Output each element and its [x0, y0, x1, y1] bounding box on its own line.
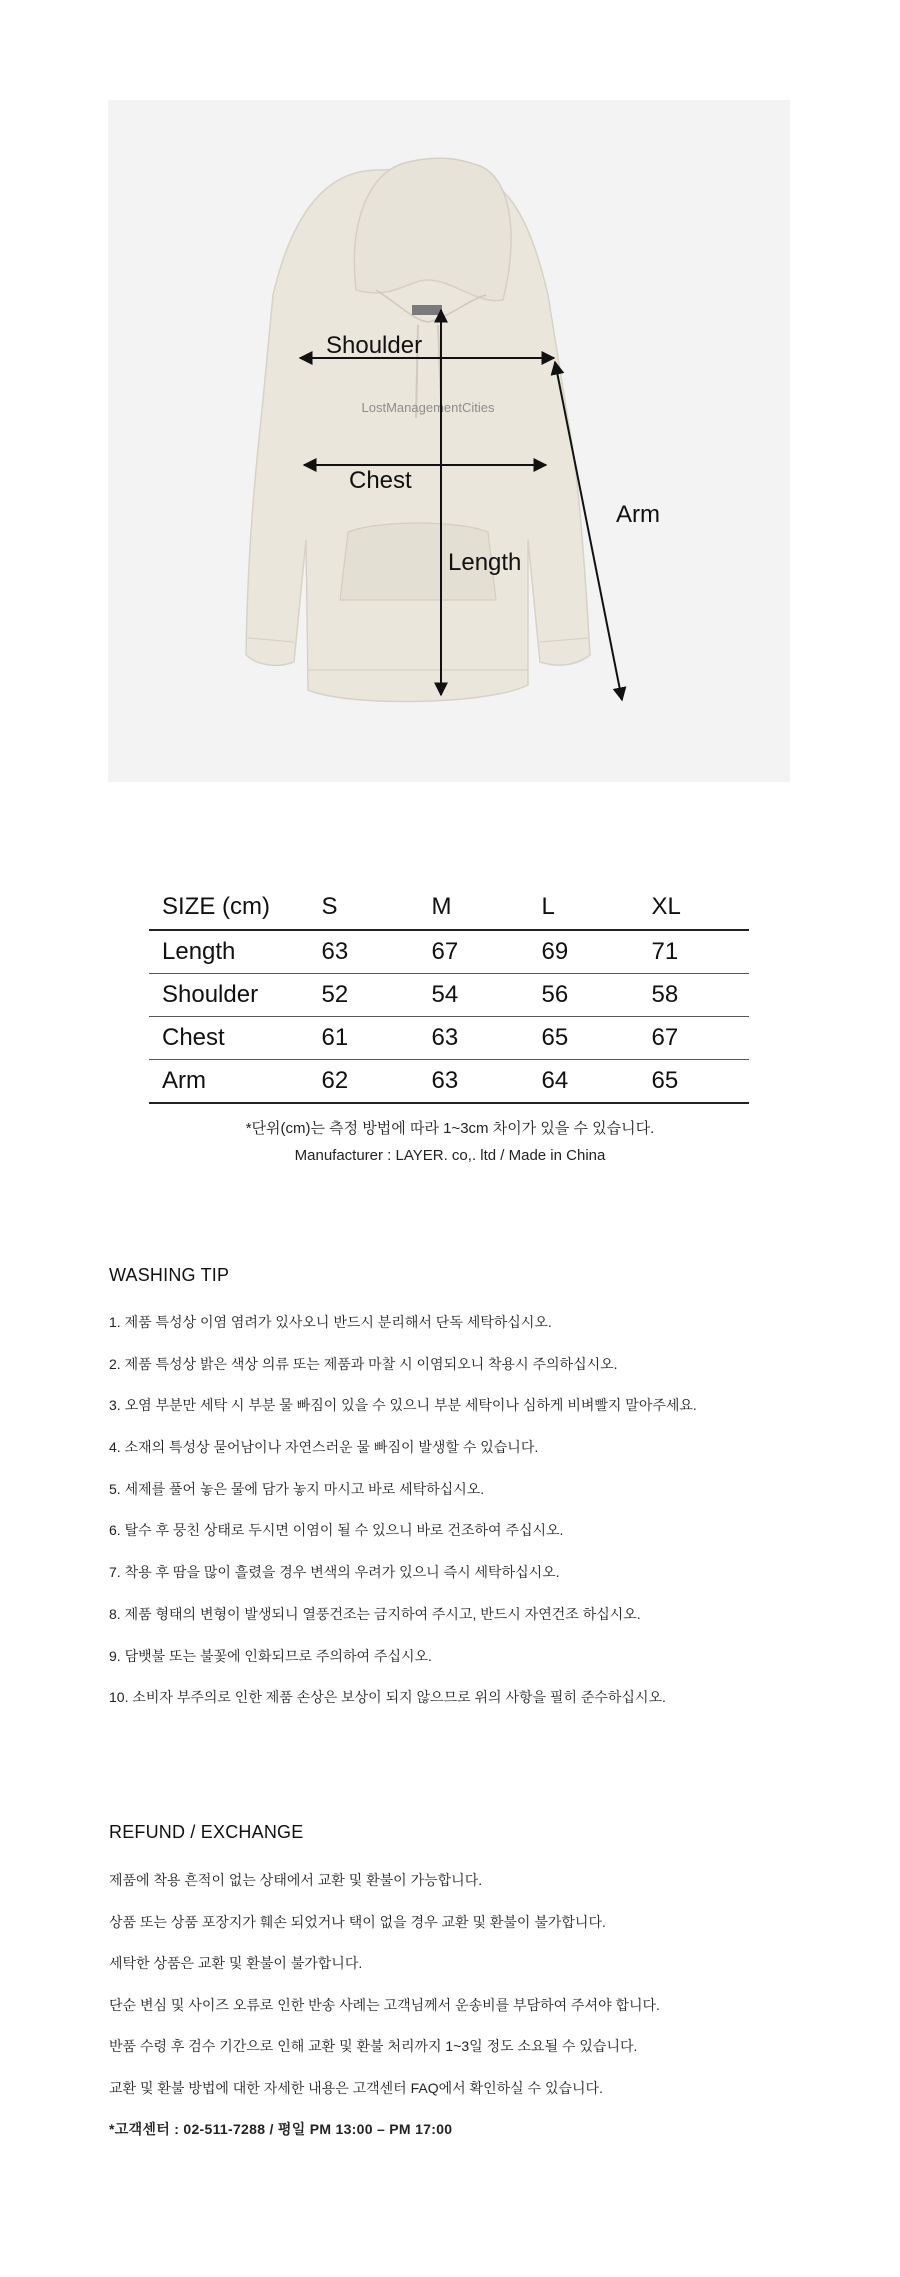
table-cell: 56 [528, 974, 638, 1017]
row-label: Length [149, 930, 309, 974]
list-item: 10. 소비자 부주의로 인한 제품 손상은 보상이 되지 않으므로 위의 사항을 필히 준수하십시오. [109, 1689, 666, 1706]
list-item: 7. 착용 후 땀을 많이 흘렸을 경우 변색의 우려가 있으니 즉시 세탁하십시오. [109, 1564, 560, 1581]
table-cell: 64 [528, 1060, 638, 1104]
header-cell: XL [638, 885, 749, 930]
list-item: 상품 또는 상품 포장지가 훼손 되었거나 택이 없을 경우 교환 및 환불이 불가합니다. [109, 1913, 606, 1930]
measurement-note: *단위(cm)는 측정 방법에 따라 1~3cm 차이가 있을 수 있습니다. [245, 1120, 655, 1137]
list-item: 반품 수령 후 검수 기간으로 인해 교환 및 환불 처리까지 1~3일 정도 소요될 수 있습니다. [109, 2038, 638, 2054]
row-label: Shoulder [149, 974, 309, 1017]
header-cell: L [528, 885, 638, 930]
refund-exchange-title: REFUND / EXCHANGE [109, 1822, 304, 1842]
hoodie-icon [246, 158, 590, 701]
table-row [149, 930, 749, 974]
header-cell: M [419, 885, 529, 930]
washing-tip-title: WASHING TIP [109, 1265, 230, 1285]
table-cell: 61 [309, 1017, 419, 1060]
list-item: 교환 및 환불 방법에 대한 자세한 내용은 고객센터 FAQ에서 확인하실 수 있습니다. [109, 2079, 603, 2096]
row-label: Arm [149, 1060, 309, 1104]
table-cell: 58 [638, 974, 749, 1017]
list-item: 8. 제품 형태의 변형이 발생되니 열풍건조는 금지하여 주시고, 반드시 자연건조 하십시오. [109, 1605, 641, 1622]
list-item: 단순 변심 및 사이즈 오류로 인한 반송 사례는 고객님께서 운송비를 부담하여 주셔야 합니다. [109, 1996, 660, 2013]
list-item: 3. 오염 부분만 세탁 시 부분 물 빠짐이 있을 수 있으니 부분 세탁이나 심하게 비벼빨지 말아주세요. [109, 1397, 697, 1414]
table-cell: 63 [419, 1060, 529, 1104]
table-cell: 69 [528, 930, 638, 974]
table-row [149, 1017, 749, 1060]
refund-exchange-list [109, 1870, 660, 2161]
hoodie-graphic-text: LostManagementCities [361, 400, 495, 415]
size-table-header [149, 885, 749, 930]
list-item: 세탁한 상품은 교환 및 환불이 불가합니다. [109, 1955, 363, 1971]
table-cell: 65 [638, 1060, 749, 1104]
table-cell: 67 [638, 1017, 749, 1060]
table-row [149, 1060, 749, 1104]
table-row [149, 974, 749, 1017]
list-item: 1. 제품 특성상 이염 염려가 있사오니 반드시 분리해서 단독 세탁하십시오. [109, 1314, 552, 1330]
size-table [149, 885, 749, 1104]
list-item: 2. 제품 특성상 밝은 색상 의류 또는 제품과 마찰 시 이염되오니 착용시 주의하십시오. [109, 1355, 618, 1372]
list-item: 제품에 착용 흔적이 없는 상태에서 교환 및 환불이 가능합니다. [109, 1872, 483, 1888]
table-cell: 62 [309, 1060, 419, 1104]
manufacturer-note: Manufacturer : LAYER. co,. ltd / Made in China [294, 1147, 606, 1164]
table-cell: 71 [638, 930, 749, 974]
table-cell: 67 [419, 930, 529, 974]
table-cell: 63 [309, 930, 419, 974]
list-item: 5. 세제를 풀어 놓은 물에 담가 놓지 마시고 바로 세탁하십시오. [109, 1480, 485, 1497]
list-item: 9. 담뱃불 또는 불꽃에 인화되므로 주의하여 주십시오. [109, 1647, 432, 1664]
hoodie-measurement-illustration [108, 100, 790, 782]
table-cell: 63 [419, 1017, 529, 1060]
shoulder-label: Shoulder [326, 332, 423, 359]
size-diagram [108, 100, 790, 782]
table-cell: 54 [419, 974, 529, 1017]
length-label: Length [448, 549, 522, 576]
table-cell: 65 [528, 1017, 638, 1060]
arm-label: Arm [616, 501, 660, 528]
table-cell: 52 [309, 974, 419, 1017]
header-cell: S [309, 885, 419, 930]
washing-tip-list [109, 1312, 697, 1729]
row-label: Chest [149, 1017, 309, 1060]
customer-center-info: *고객센터 : 02-511-7288 / 평일 PM 13:00 – PM 17:00 [109, 2121, 453, 2137]
list-item: 6. 탈수 후 뭉친 상태로 두시면 이염이 될 수 있으니 바로 건조하여 주십시오. [109, 1522, 564, 1539]
header-cell: SIZE (cm) [149, 885, 309, 930]
list-item: 4. 소재의 특성상 묻어남이나 자연스러운 물 빠짐이 발생할 수 있습니다. [109, 1439, 539, 1456]
chest-label: Chest [349, 467, 412, 494]
